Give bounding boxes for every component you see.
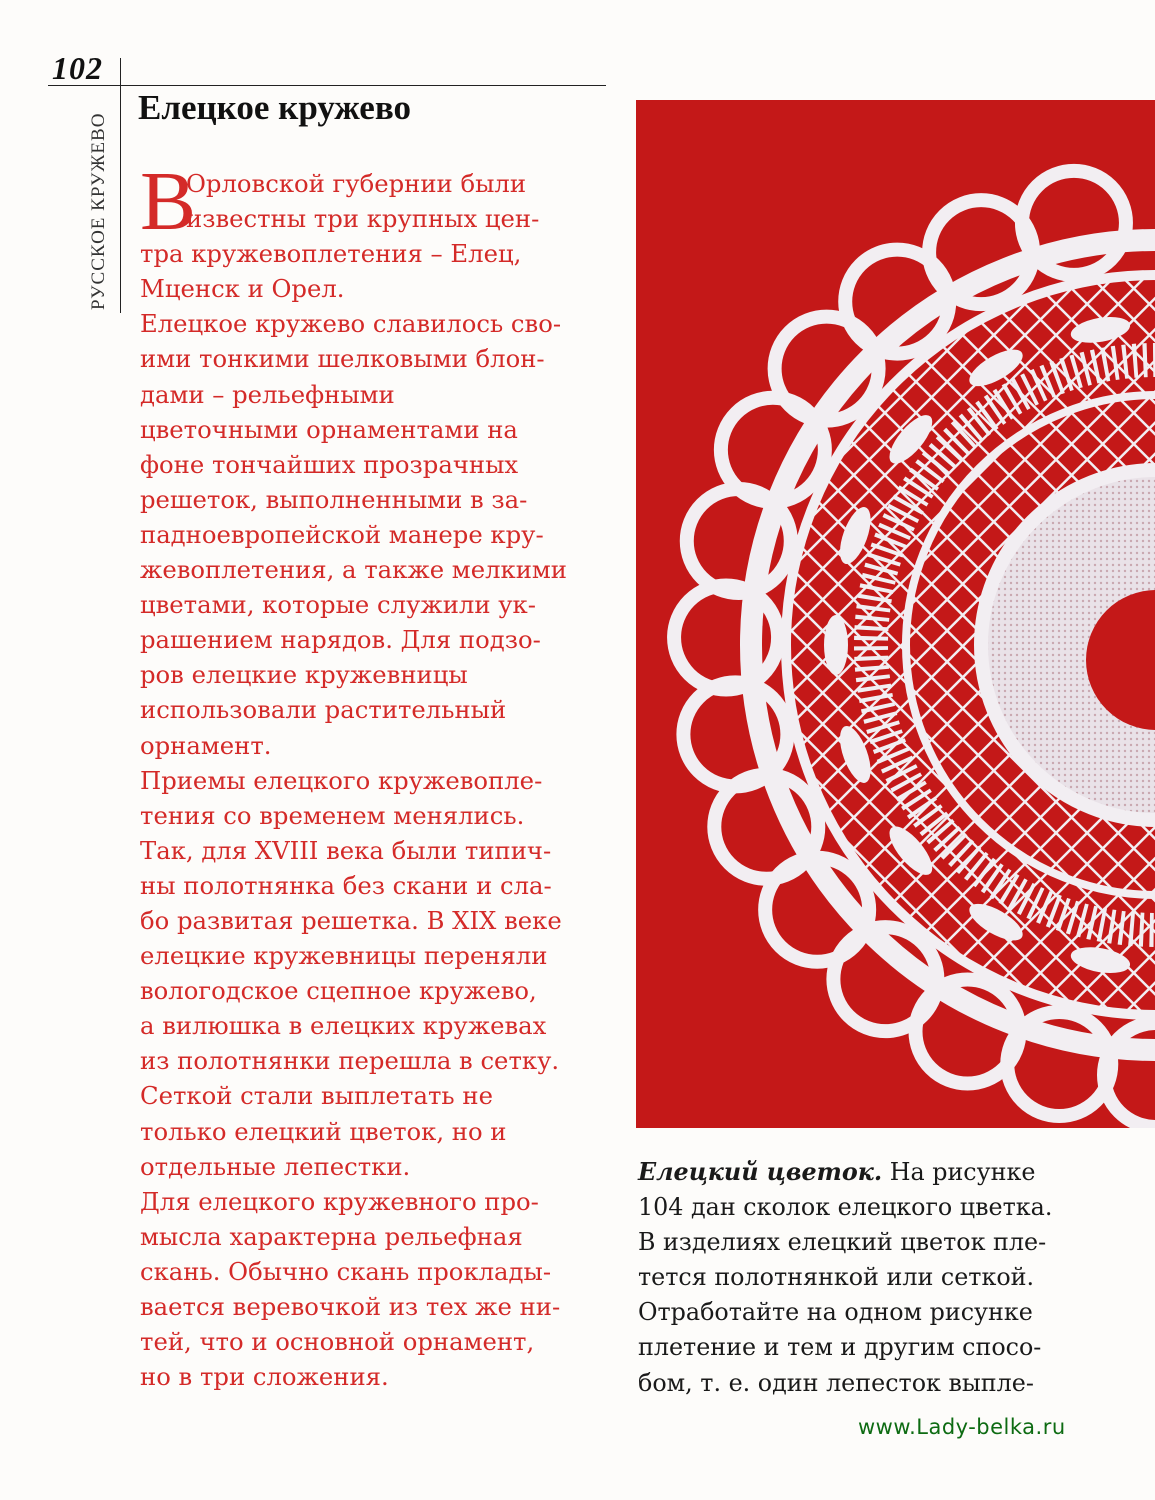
body-line: отдельные лепестки. <box>140 1151 411 1181</box>
body-line: только елецкий цветок, но и <box>140 1116 507 1146</box>
body-line: тей, что и основной орнамент, <box>140 1327 535 1357</box>
caption-first-line-rest: На рисунке <box>882 1158 1036 1186</box>
running-head: РУССКОЕ КРУЖЕВО <box>88 112 109 310</box>
body-line: падноевропейской манере кру- <box>140 519 544 549</box>
caption-line: В изделиях елецкий цветок пле- <box>638 1228 1047 1257</box>
body-line: вологодское сцепное кружево, <box>140 976 537 1006</box>
page-number: 102 <box>52 50 103 86</box>
body-line: вается веревочкой из тех же ни- <box>140 1292 561 1321</box>
body-line: рашением нарядов. Для подзо- <box>140 625 541 655</box>
body-lines <box>140 236 610 1394</box>
article-body <box>140 166 610 1394</box>
body-line: ны полотнянка без скани и сла- <box>140 870 552 900</box>
caption-line: Отработайте на одном рисунке <box>638 1298 1033 1327</box>
vertical-rule <box>120 58 121 313</box>
drop-cap: В <box>140 155 197 248</box>
body-line: цветочными орнаментами на <box>140 414 518 444</box>
body-line: мысла характерна рельефная <box>140 1221 523 1251</box>
body-line: известны три крупных цен- <box>186 204 540 234</box>
caption-lead: Елецкий цветок. <box>638 1158 883 1186</box>
body-line: Так, для XVIII века были типич- <box>140 835 552 865</box>
body-line: тра кружевоплетения – Елец, <box>140 239 522 269</box>
body-line: Мценск и Орел. <box>140 274 345 304</box>
body-line: Для елецкого кружевного про- <box>140 1186 539 1216</box>
body-line: из полотнянки перешла в сетку. <box>140 1046 560 1076</box>
body-line: Елецкое кружево славилось сво- <box>140 309 562 339</box>
body-line: дами – рельефными <box>140 379 395 409</box>
body-line: бо развитая решетка. В XIX веке <box>140 905 562 935</box>
header-rule <box>48 85 606 86</box>
body-line: ров елецкие кружевницы <box>140 660 468 690</box>
body-line: цветами, которые служили ук- <box>140 590 536 620</box>
body-line: жевоплетения, а также мелкими <box>140 555 567 585</box>
article-title: Елецкое кружево <box>138 88 411 127</box>
body-line: а вилюшка в елецких кружевах <box>140 1011 547 1041</box>
lace-doily-photo <box>636 100 1155 1128</box>
caption-lines <box>638 1190 1153 1401</box>
caption-line: плетение и тем и другим спосо- <box>638 1333 1042 1362</box>
body-line: но в три сложения. <box>140 1362 389 1392</box>
body-line: тения со временем менялись. <box>140 800 525 830</box>
body-line: скань. Обычно скань проклады- <box>140 1256 552 1286</box>
site-url[interactable]: www.Lady-belka.ru <box>858 1415 1066 1439</box>
caption-line: 104 дан сколок елецкого цветка. <box>638 1193 1053 1222</box>
body-line: Орловской губернии были <box>186 169 527 198</box>
caption-line <box>638 1155 1153 1190</box>
caption-line: тется полотнянкой или сеткой. <box>638 1263 1035 1292</box>
body-line: фоне тончайших прозрачных <box>140 449 519 479</box>
body-line: орнамент. <box>140 730 272 760</box>
body-line: Сеткой стали выплетать не <box>140 1081 493 1111</box>
lace-doily-image <box>636 100 1155 1128</box>
body-line: использовали растительный <box>140 695 507 725</box>
body-line: елецкие кружевницы переняли <box>140 941 548 971</box>
caption-line: бом, т. е. один лепесток выпле- <box>638 1368 1034 1397</box>
body-line: решеток, выполненными в за- <box>140 484 528 514</box>
body-line: ими тонкими шелковыми блон- <box>140 344 545 374</box>
body-line: Приемы елецкого кружевопле- <box>140 765 543 795</box>
photo-caption <box>638 1155 1153 1401</box>
